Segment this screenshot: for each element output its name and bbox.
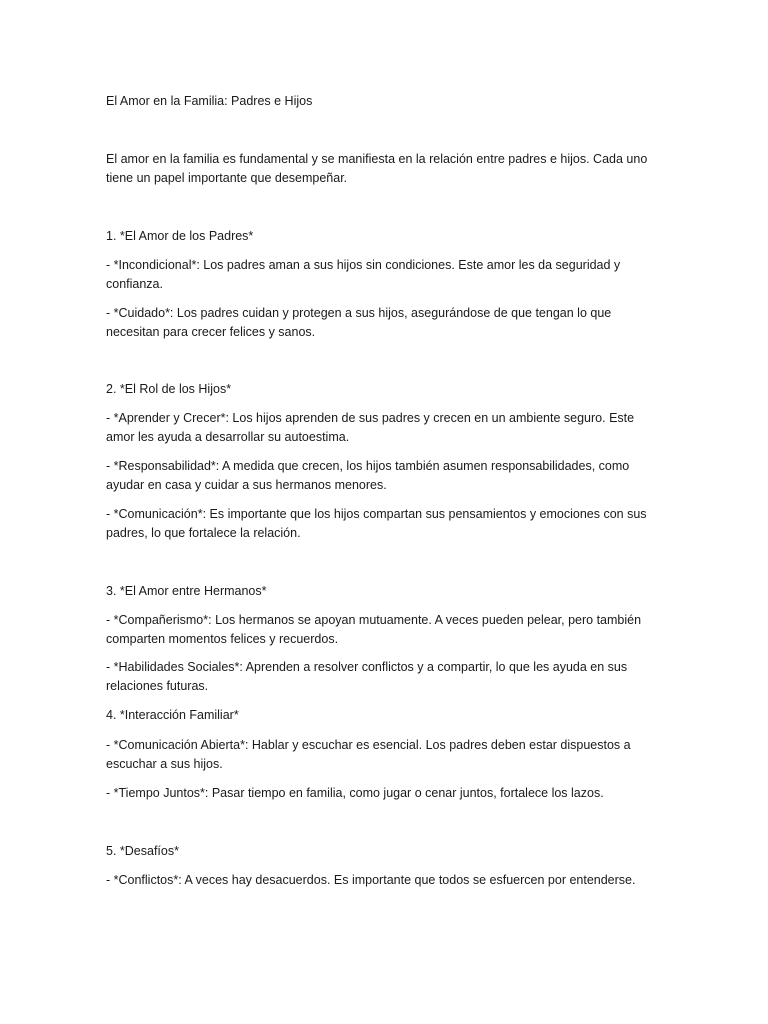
paragraph-line: necesitan para crecer felices y sanos.	[106, 325, 316, 339]
paragraph-line: escuchar a sus hijos.	[106, 757, 223, 771]
paragraph-line: comparten momentos felices y recuerdos.	[106, 632, 339, 646]
paragraph-line: - *Aprender y Crecer*: Los hijos aprenden de sus padres y crecen en un ambiente seguro. Este	[106, 411, 635, 425]
intro-line: tiene un papel importante que desempeñar.	[106, 171, 348, 185]
paragraph-line: - *Conflictos*: A veces hay desacuerdos. Es importante que todos se esfuercen por entenderse.	[106, 873, 636, 887]
paragraph-line: padres, lo que fortalece la relación.	[106, 526, 301, 540]
section-heading: 3. *El Amor entre Hermanos*	[106, 584, 267, 598]
paragraph-line: relaciones futuras.	[106, 679, 209, 693]
section-heading: 5. *Desafíos*	[106, 844, 179, 858]
section-heading: 2. *El Rol de los Hijos*	[106, 382, 232, 396]
paragraph-line: - *Tiempo Juntos*: Pasar tiempo en familia, como jugar o cenar juntos, fortalece los lazos.	[106, 786, 604, 800]
document-title: El Amor en la Familia: Padres e Hijos	[106, 94, 313, 108]
paragraph-line: - *Habilidades Sociales*: Aprenden a resolver conflictos y a compartir, lo que les ayuda en sus	[106, 660, 628, 674]
paragraph-line: amor les ayuda a desarrollar su autoestima.	[106, 430, 350, 444]
paragraph-line: - *Comunicación*: Es importante que los hijos compartan sus pensamientos y emociones con sus	[106, 507, 647, 521]
paragraph-line: ayudar en casa y cuidar a sus hermanos menores.	[106, 478, 387, 492]
section-heading: 4. *Interacción Familiar*	[106, 708, 239, 722]
paragraph-line: - *Responsabilidad*: A medida que crecen, los hijos también asumen responsabilidades, como	[106, 459, 630, 473]
paragraph-line: confianza.	[106, 277, 163, 291]
paragraph-line: - *Incondicional*: Los padres aman a sus hijos sin condiciones. Este amor les da seguridad y	[106, 258, 621, 272]
section-heading: 1. *El Amor de los Padres*	[106, 229, 254, 243]
intro-line: El amor en la familia es fundamental y se manifiesta en la relación entre padres e hijos. Cada uno	[106, 152, 648, 166]
paragraph-line: - *Comunicación Abierta*: Hablar y escuchar es esencial. Los padres deben estar dispuestos a	[106, 738, 631, 752]
paragraph-line: - *Cuidado*: Los padres cuidan y protegen a sus hijos, asegurándose de que tengan lo que	[106, 306, 612, 320]
paragraph-line: - *Compañerismo*: Los hermanos se apoyan mutuamente. A veces pueden pelear, pero también	[106, 613, 642, 627]
